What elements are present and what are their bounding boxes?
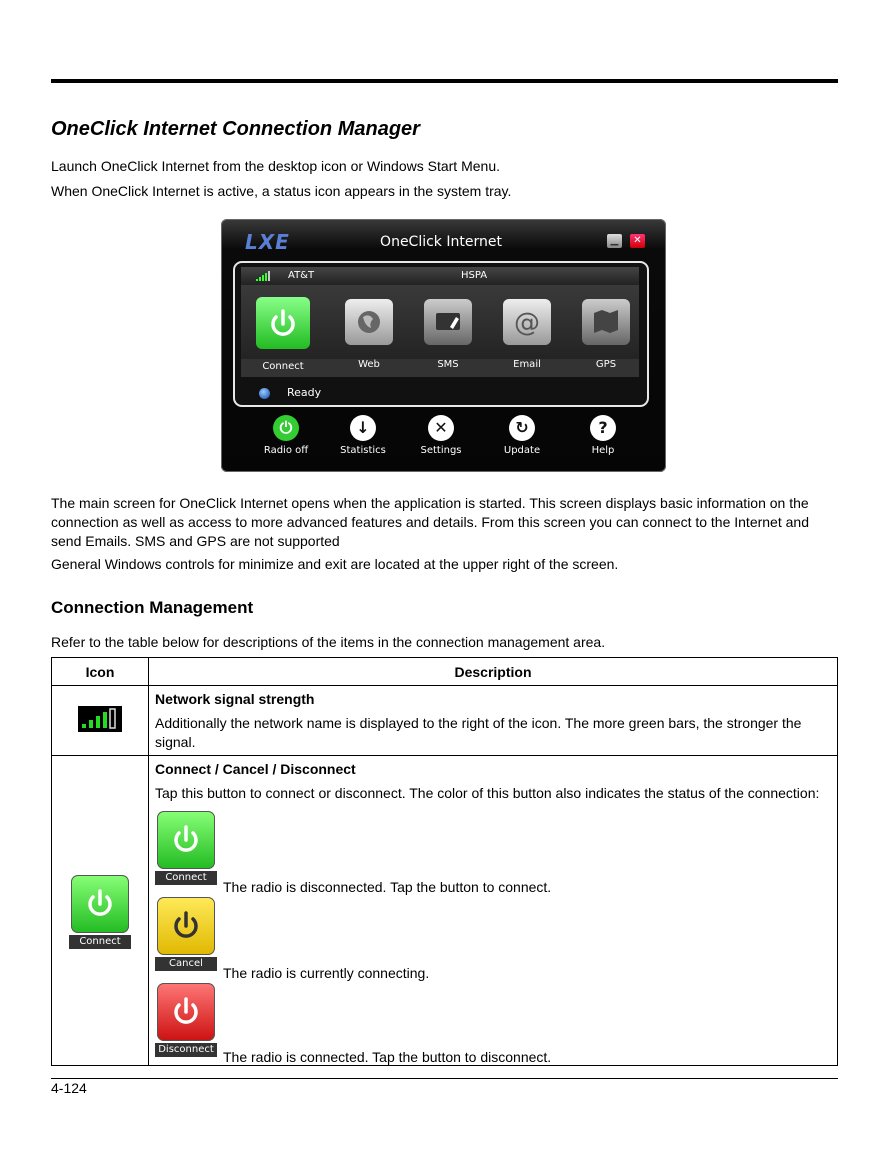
update-button[interactable] [487, 415, 557, 456]
row-title: Connect / Cancel / Disconnect [155, 761, 356, 777]
web-label: Web [358, 359, 380, 370]
status-text: Ready [287, 386, 322, 399]
update-label: Update [503, 445, 541, 456]
gps-button[interactable] [582, 299, 630, 345]
connection-panel [233, 261, 649, 407]
section-heading: Connection Management [51, 598, 254, 617]
globe-icon [345, 299, 393, 345]
description-column-header: Description [149, 658, 838, 686]
signal-icon-cell [52, 686, 149, 756]
state-caption: Disconnect [155, 1043, 217, 1057]
power-icon [71, 875, 129, 933]
email-label: Email [513, 359, 541, 370]
tools-icon: ✕ [428, 415, 454, 441]
lxe-logo: LXE [245, 230, 290, 254]
arrow-down-icon: ↓ [350, 415, 376, 441]
state-text: The radio is connected. Tap the button to disconnect. [223, 1049, 552, 1065]
connect-button[interactable] [256, 297, 310, 349]
page-title: OneClick Internet Connection Manager [51, 118, 420, 140]
state-caption: Cancel [155, 957, 217, 971]
question-icon: ? [590, 415, 616, 441]
power-icon [157, 983, 215, 1041]
sms-label: SMS [437, 359, 459, 370]
settings-button[interactable] [406, 415, 476, 456]
map-icon [582, 299, 630, 345]
table-row [52, 686, 838, 756]
state-disconnect [155, 981, 831, 1065]
carrier-name: AT&T [288, 270, 315, 281]
body-paragraph-2: General Windows controls for minimize and exit are located at the upper right of the screen. [51, 556, 619, 572]
sms-icon [424, 299, 472, 345]
connect-caption: Connect [69, 935, 131, 949]
connect-button-icon [69, 873, 131, 949]
table-row [52, 756, 838, 1066]
footer-rule [51, 1078, 838, 1079]
web-button[interactable] [345, 299, 393, 345]
cancel-state-icon [155, 895, 217, 971]
button-labels [241, 359, 639, 377]
page-number: 4-124 [51, 1080, 87, 1096]
gps-label: GPS [595, 359, 617, 370]
refresh-icon: ↻ [509, 415, 535, 441]
signal-description-cell [149, 686, 838, 756]
state-caption: Connect [155, 871, 217, 885]
settings-label: Settings [420, 445, 462, 456]
at-sign-icon [503, 299, 551, 345]
icon-column-header: Icon [52, 658, 149, 686]
row-text: Additionally the network name is displayed to the right of the icon. The more green bars, the stronger the signal. [155, 715, 802, 750]
statistics-label: Statistics [340, 445, 386, 456]
app-title: OneClick Internet [380, 234, 502, 250]
svg-text:@: @ [514, 308, 540, 338]
signal-strength-icon [78, 706, 122, 732]
connect-description-cell [149, 756, 838, 1066]
disconnect-state-icon [155, 981, 217, 1057]
power-icon [256, 297, 310, 349]
power-icon [157, 897, 215, 955]
minimize-button[interactable]: ▁ [607, 234, 622, 248]
statistics-button[interactable] [328, 415, 398, 456]
top-rule [51, 79, 838, 83]
connect-state-icon [155, 809, 217, 885]
power-icon [157, 811, 215, 869]
state-cancel [155, 895, 831, 981]
app-window [221, 219, 666, 472]
state-text: The radio is disconnected. Tap the button to connect. [223, 879, 552, 895]
network-type: HSPA [461, 270, 488, 281]
intro-line-1: Launch OneClick Internet from the desktop icon or Windows Start Menu. [51, 158, 500, 174]
intro-line-2: When OneClick Internet is active, a status icon appears in the system tray. [51, 183, 512, 199]
table-header-row [52, 658, 838, 686]
connect-icon-cell [52, 756, 149, 1066]
radio-off-button[interactable] [251, 415, 321, 456]
sms-button[interactable] [424, 299, 472, 345]
connect-label: Connect [262, 361, 304, 372]
help-label: Help [591, 445, 615, 456]
signal-strength-icon [256, 271, 270, 281]
row-title: Network signal strength [155, 691, 315, 707]
status-bar [241, 267, 639, 285]
state-text: The radio is currently connecting. [223, 965, 430, 981]
row-text: Tap this button to connect or disconnect. The color of this button also indicates the status of the connection: [155, 785, 820, 801]
email-button[interactable] [503, 299, 551, 345]
close-button[interactable]: ✕ [630, 234, 645, 248]
section-intro: Refer to the table below for descriptions of the items in the connection management area. [51, 634, 606, 650]
state-connect [155, 809, 831, 895]
status-dot-icon [259, 388, 270, 399]
power-icon: ⏻ [273, 415, 299, 441]
help-button[interactable] [568, 415, 638, 456]
radio-off-label: Radio off [263, 445, 309, 456]
connection-table [51, 657, 838, 1066]
body-paragraph-1: The main screen for OneClick Internet opens when the application is started. This screen displays basic information on the connection as well as access to more advanced features and details. From this screen you can connect to the Internet and send Emails. SMS and GPS are not supported [51, 495, 809, 549]
